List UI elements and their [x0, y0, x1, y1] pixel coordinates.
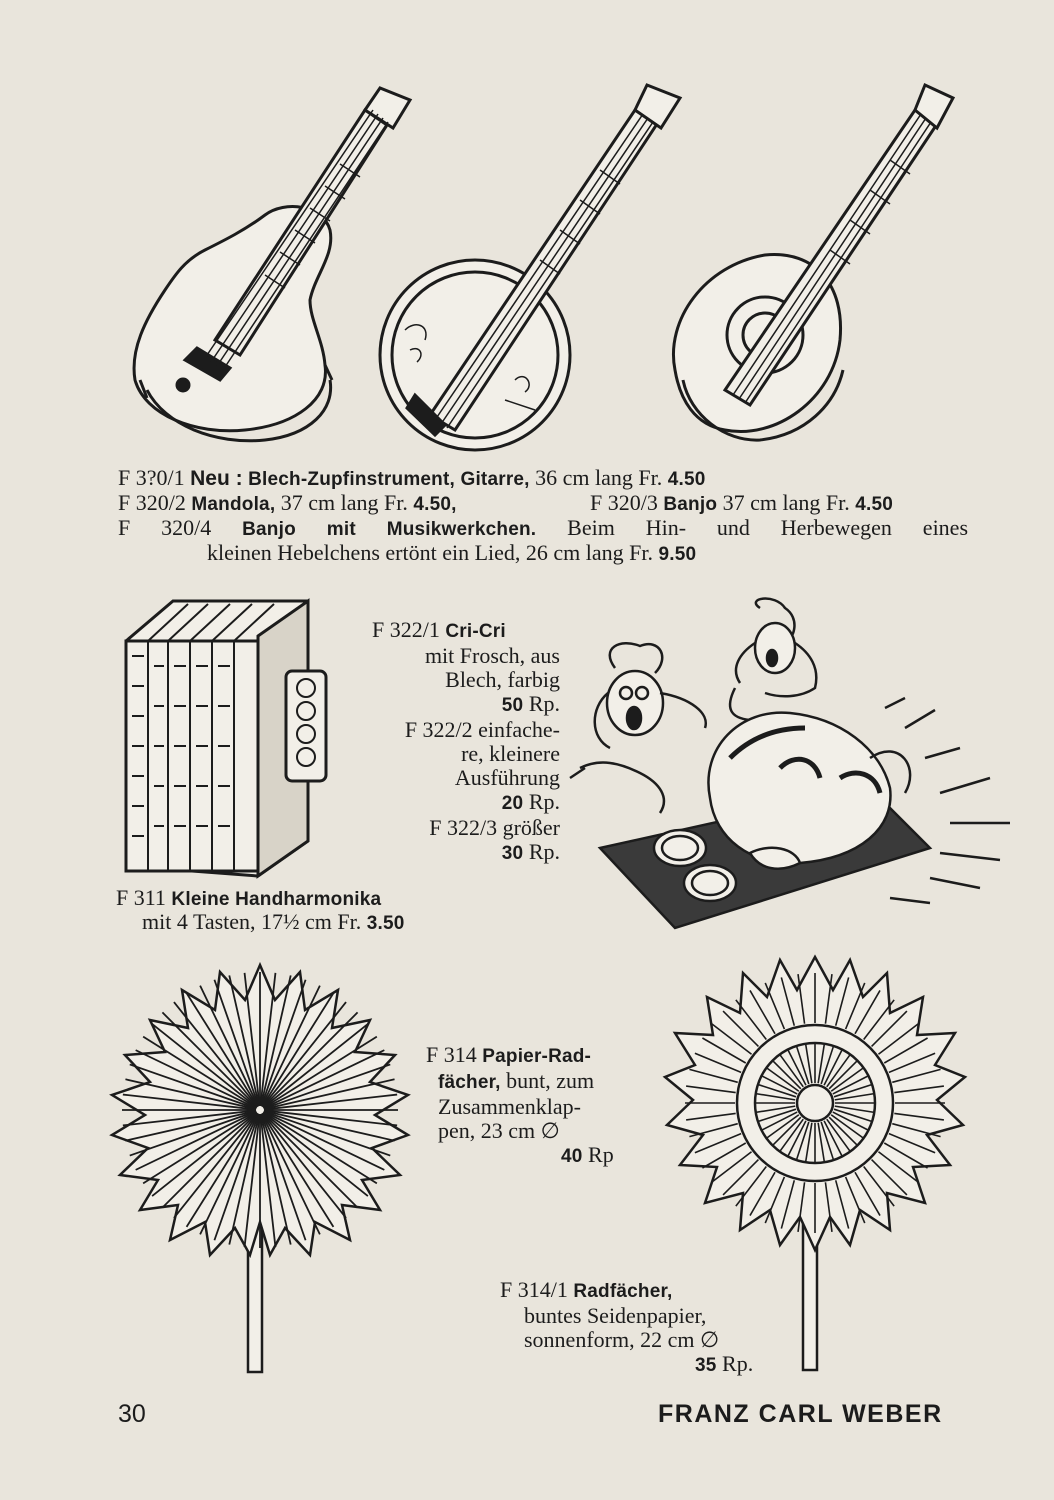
item-description: kleinen Hebelchens ertönt ein Lied, 26 cm lang Fr.	[207, 540, 653, 565]
banjo-illustration	[655, 80, 955, 450]
item-description: größer	[502, 815, 560, 840]
price-unit: Rp	[588, 1142, 614, 1167]
instrument-line-3	[118, 516, 968, 542]
instrument-line-2	[118, 491, 457, 517]
item-code: F 320/2	[118, 490, 186, 515]
brand-name: FRANZ CARL WEBER	[658, 1400, 943, 1428]
item-price: 20	[501, 793, 524, 814]
item-name: Mandola,	[191, 494, 276, 515]
item-code: F 322/1	[372, 617, 440, 642]
item-name: fächer,	[438, 1072, 501, 1093]
item-name: Kleine Handharmonika	[171, 889, 382, 910]
item-name: Blech-Zupfinstrument, Gitarre,	[248, 469, 530, 490]
price-unit: Rp.	[528, 691, 560, 716]
paper-fan-illustration	[110, 960, 410, 1375]
new-label: Neu :	[190, 467, 243, 490]
frog-cartoon-illustration	[560, 598, 1020, 943]
harmonika-line-2	[142, 910, 405, 936]
item-price: 4.50	[855, 494, 894, 515]
item-price: 50	[501, 695, 524, 716]
item-description: Ausführung	[454, 765, 560, 790]
item-price: 4.50,	[413, 494, 457, 515]
instrument-line-4	[207, 541, 696, 567]
item-code: F 320/4	[118, 515, 212, 540]
item-description: mit 4 Tasten, 17½ cm Fr.	[142, 909, 362, 934]
item-description: mit Frosch, aus	[424, 643, 560, 668]
cricri-block	[372, 618, 560, 866]
item-description: Blech, farbig	[445, 667, 560, 692]
item-description: buntes Seidenpapier,	[524, 1303, 707, 1328]
item-size: 37 cm lang Fr.	[280, 490, 408, 515]
papierfacher-block	[426, 1043, 646, 1169]
item-code: F 314/1	[500, 1277, 568, 1302]
item-price: 3.50	[366, 913, 405, 934]
price-unit: Rp.	[528, 839, 560, 864]
item-price: 4.50	[667, 469, 706, 490]
item-price: 35	[695, 1355, 717, 1376]
guitar-illustration	[125, 80, 415, 450]
item-size: 37 cm lang Fr.	[722, 490, 850, 515]
item-price: 40	[561, 1146, 583, 1167]
item-description: sonnenform, 22 cm ∅	[524, 1327, 720, 1352]
price-unit: Rp.	[528, 789, 560, 814]
item-name: Radfächer,	[573, 1281, 673, 1302]
item-description: bunt, zum	[506, 1068, 595, 1093]
item-description: pen, 23 cm ∅	[438, 1118, 560, 1143]
radfacher-block	[500, 1278, 780, 1378]
item-description: Zusammenklap-	[438, 1094, 581, 1119]
item-price: 30	[501, 843, 524, 864]
item-code: F 322/3	[429, 815, 498, 840]
price-unit: Rp.	[722, 1351, 754, 1376]
item-code: F 320/3	[590, 490, 658, 515]
instrument-line-2b	[590, 491, 893, 517]
item-description: Beim Hin- und Herbewegen eines	[567, 515, 969, 540]
item-name: Banjo	[663, 494, 718, 515]
item-code: F 311	[116, 885, 166, 910]
item-name: Banjo mit Musikwerkchen.	[242, 519, 537, 540]
item-name: Cri-Cri	[445, 621, 506, 642]
item-description: einfache-	[478, 717, 560, 742]
item-name: Papier-Rad-	[482, 1046, 592, 1067]
item-description: re, kleinere	[461, 741, 560, 766]
instrument-line-1	[118, 466, 706, 492]
page-number: 30	[118, 1400, 146, 1428]
item-size: 36 cm lang Fr.	[535, 465, 663, 490]
item-code: F 322/2	[404, 717, 473, 742]
item-code: F 3?0/1	[118, 465, 185, 490]
item-price: 9.50	[658, 544, 697, 565]
mandola-illustration	[375, 80, 685, 455]
accordion-illustration	[118, 596, 338, 881]
item-code: F 314	[426, 1042, 477, 1067]
